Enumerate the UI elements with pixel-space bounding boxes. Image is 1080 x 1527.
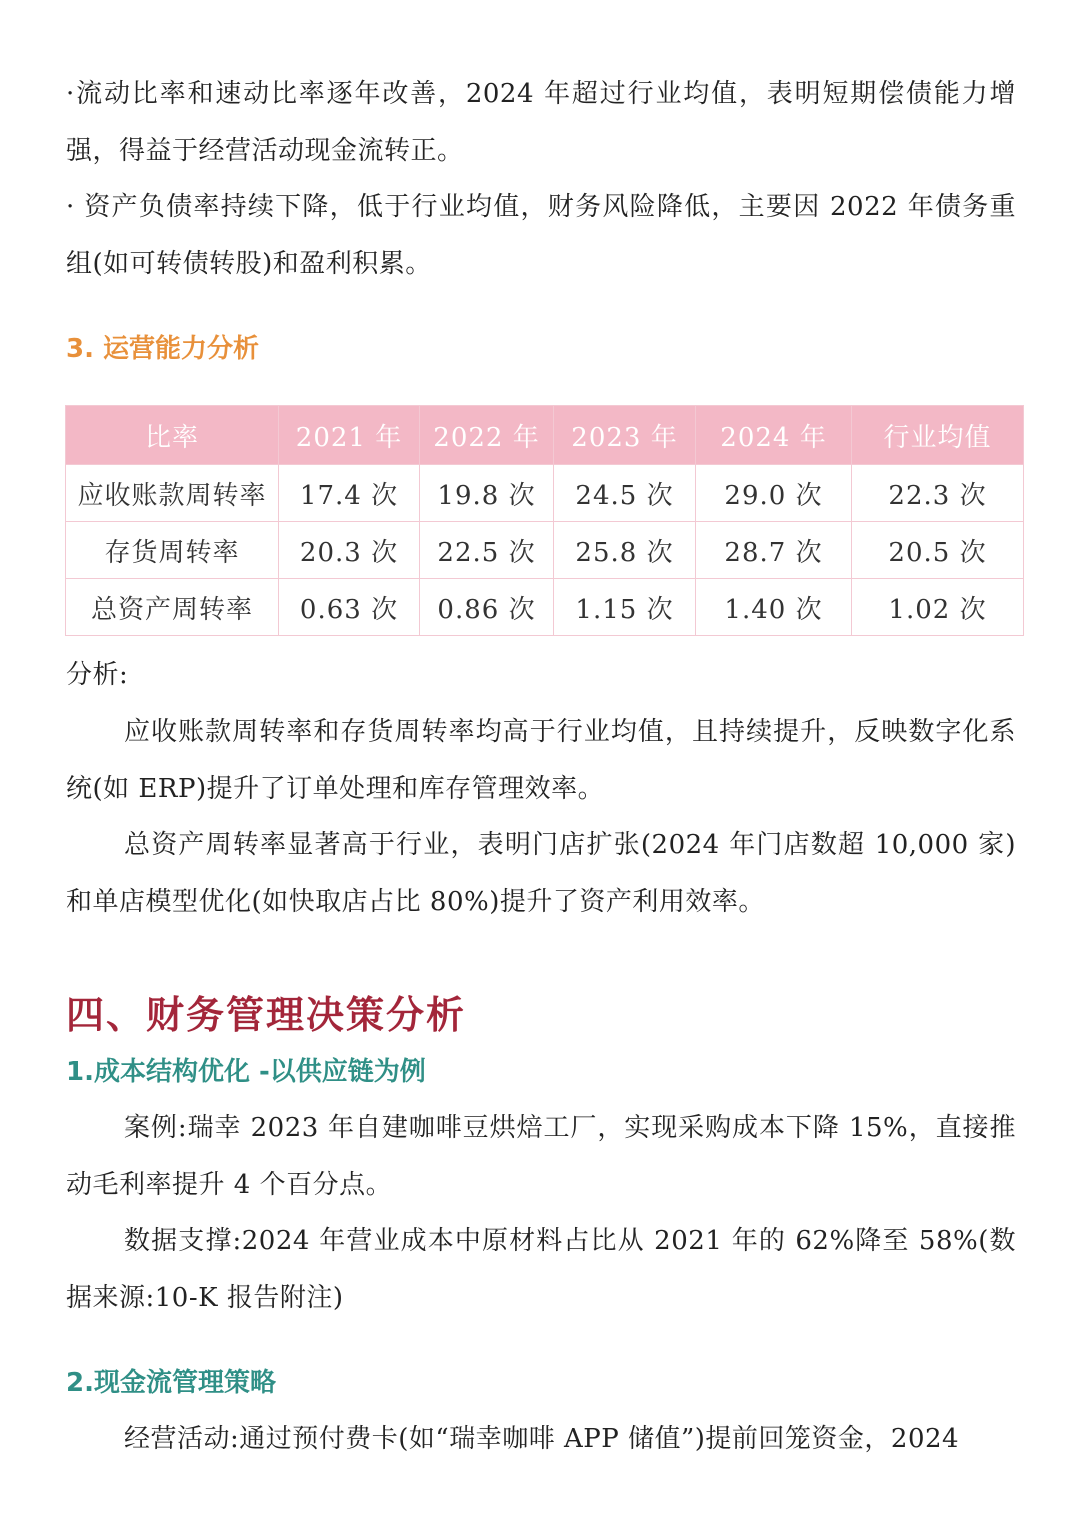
table-cell: 22.3 次 xyxy=(852,465,1024,522)
sub1-paragraph: 数据支撑:2024 年营业成本中原材料占比从 2021 年的 62%降至 58%(数据来源:10-K 报告附注) xyxy=(66,1226,1016,1313)
section4-heading: 四、财务管理决策分析 xyxy=(66,992,467,1037)
header-industry-avg: 行业均值 xyxy=(852,406,1024,465)
table-cell: 17.4 次 xyxy=(279,465,420,522)
header-ratio: 比率 xyxy=(66,406,279,465)
table-cell: 0.86 次 xyxy=(420,579,554,636)
table-cell: 24.5 次 xyxy=(554,465,696,522)
table-cell: 1.40 次 xyxy=(696,579,852,636)
analysis-paragraph: 应收账款周转率和存货周转率均高于行业均值，且持续提升，反映数字化系统(如 ERP)提升了订单处理和库存管理效率。 xyxy=(66,717,1016,804)
table-header-row xyxy=(66,406,1024,465)
analysis-paragraph: 总资产周转率显著高于行业，表明门店扩张(2024 年门店数超 10,000 家)和单店模型优化(如快取店占比 80%)提升了资产利用效率。 xyxy=(66,830,1016,917)
sub2-paragraph: 经营活动:通过预付费卡(如“瑞幸咖啡 APP 储值”)提前回笼资金，2024 xyxy=(124,1424,960,1454)
bullet-debt-ratio: · 资产负债率持续下降，低于行业均值，财务风险降低，主要因 2022 年债务重组(如可转债转股)和盈利积累。 xyxy=(66,192,1016,279)
table-cell: 28.7 次 xyxy=(696,522,852,579)
table-row xyxy=(66,465,1024,522)
table-cell: 20.3 次 xyxy=(279,522,420,579)
table-cell: 1.15 次 xyxy=(554,579,696,636)
row-label: 存货周转率 xyxy=(66,522,279,579)
sub1-heading: 1.成本结构优化 -以供应链为例 xyxy=(66,1057,426,1087)
table-cell: 29.0 次 xyxy=(696,465,852,522)
sub2-heading: 2.现金流管理策略 xyxy=(66,1368,276,1398)
operating-ratio-table xyxy=(65,405,1024,636)
table-row xyxy=(66,579,1024,636)
analysis-label: 分析: xyxy=(66,660,129,690)
header-2022: 2022 年 xyxy=(420,406,554,465)
table-cell: 20.5 次 xyxy=(852,522,1024,579)
row-label: 总资产周转率 xyxy=(66,579,279,636)
header-2021: 2021 年 xyxy=(279,406,420,465)
table-row xyxy=(66,522,1024,579)
sub1-paragraph: 案例:瑞幸 2023 年自建咖啡豆烘焙工厂，实现采购成本下降 15%，直接推动毛利率提升 4 个百分点。 xyxy=(66,1113,1016,1200)
table-cell: 1.02 次 xyxy=(852,579,1024,636)
table-cell: 22.5 次 xyxy=(420,522,554,579)
table-cell: 25.8 次 xyxy=(554,522,696,579)
table-cell: 0.63 次 xyxy=(279,579,420,636)
header-2024: 2024 年 xyxy=(696,406,852,465)
row-label: 应收账款周转率 xyxy=(66,465,279,522)
header-2023: 2023 年 xyxy=(554,406,696,465)
table-cell: 19.8 次 xyxy=(420,465,554,522)
section3-heading: 3. 运营能力分析 xyxy=(66,334,260,364)
bullet-liquidity: ·流动比率和速动比率逐年改善，2024 年超过行业均值，表明短期偿债能力增强，得益于经营活动现金流转正。 xyxy=(66,79,1016,166)
